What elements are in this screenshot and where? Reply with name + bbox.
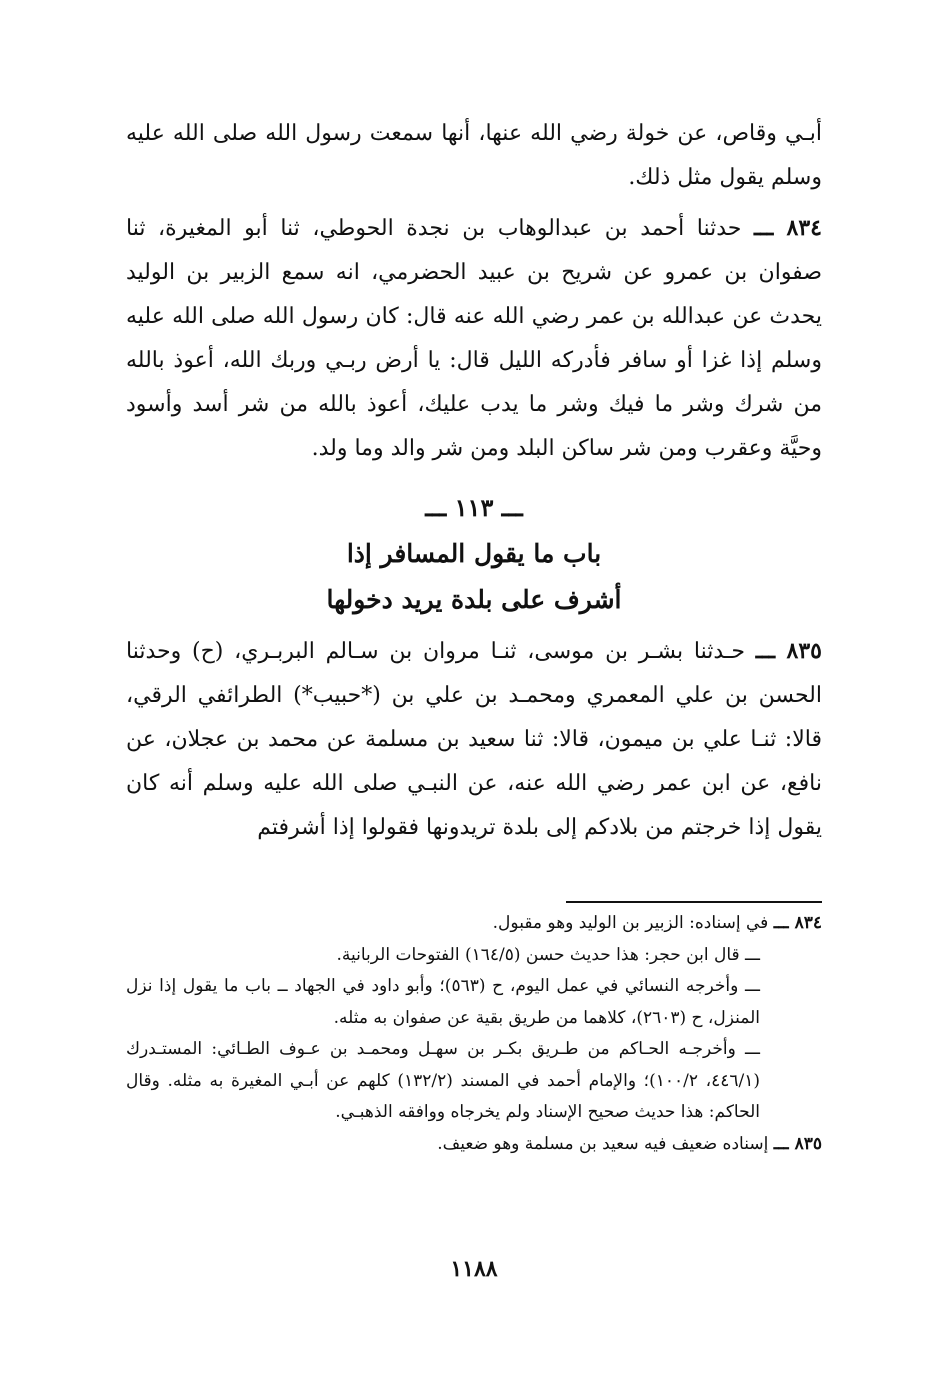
chapter-heading bbox=[126, 485, 822, 623]
footnote-834-heading bbox=[126, 908, 822, 940]
hadith-834 bbox=[126, 206, 822, 471]
footnote-834-line: ـــ وأخرجـه الحـاكم من طـريق بكـر بن سهـل ومحمـد بن عـوف الطـائي: المستـدرك (٤٤٦/١، ١٠٠/٢)؛ والإمام أحمد في المسند (١٣٢/٢) كلهم عن أبـي المغيرة به مثله. وقال الحاكم: هذا حديث صحيح الإسناد ولم يخرجاه ووافقه الذهبـي. bbox=[126, 1039, 760, 1122]
footnote-number: ٨٣٥ ـــ bbox=[773, 1133, 822, 1154]
hadith-835 bbox=[126, 629, 822, 850]
hadith-number: ٨٣٤ ـــ bbox=[753, 215, 822, 241]
main-text bbox=[126, 112, 822, 850]
chapter-title-line-2: أشرف على بلدة يريد دخولها bbox=[326, 585, 622, 614]
hadith-text: حدثنا أحمد بن عبدالوهاب بن نجدة الحوطي، ثنا أبو المغيرة، ثنا صفوان بن عمرو عن شريح بن عبيد الحضرمي، انه سمع الزبير بن الوليد يحدث عن عبدالله بن عمر رضي الله عنه قال: كان رسول الله صلى الله عليه وسلم إذا غزا أو سافر فأدركه الليل قال: يا أرض ربـي وربك الله، أعوذ بالله من شرك وشر ما فيك وشر ما يدب عليك، أعوذ بالله من شر أسد وأسود وحيَّة وعقرب ومن شر ساكن البلد ومن شر والد وما ولد. bbox=[126, 216, 822, 461]
footnote-number: ٨٣٤ ـــ bbox=[773, 913, 822, 933]
footnote-text: في إسناده: الزبير بن الوليد وهو مقبول. bbox=[492, 913, 769, 933]
footnotes bbox=[126, 908, 822, 1160]
hadith-text: حـدثنا بشـر بن موسى، ثنـا مروان بن سـالم البربـري، (ح) وحدثنا الحسن بن علي المعمري ومحمـد بن علي بن (*حبيب*) الطرائفي الرقي، قالا: ثنـا علي بن ميمون، قالا: ثنا سعيد بن مسلمة عن محمد بن عجلان، عن نافع، عن ابن عمر رضي الله عنه، عن النبـي صلى الله عليه وسلم أنه كان يقول إذا خرجتم من بلادكم إلى بلدة تريدونها فقولوا إذا أشرفتم bbox=[126, 639, 822, 840]
hadith-number: ٨٣٥ ـــ bbox=[755, 638, 822, 664]
chapter-title-line-1: باب ما يقول المسافر إذا bbox=[346, 539, 602, 568]
chapter-number: ـــ ١١٣ ـــ bbox=[425, 493, 523, 522]
footnote-834-line: ـــ وأخرجه النسائي في عمل اليوم، ح (٥٦٣)؛ وأبو داود في الجهاد ــ باب ما يقول إذا نزل المنزل، ح (٢٦٠٣)، كلاهما من طريق بقية عن صفوان به مثله. bbox=[126, 976, 760, 1028]
paragraph-continuation: أبـي وقاص، عن خولة رضي الله عنها، أنها سمعت رسول الله صلى الله عليه وسلم يقول مثل ذلك. bbox=[126, 121, 822, 190]
page-number: ١١٨٨ bbox=[450, 1256, 498, 1282]
footnote-divider bbox=[566, 901, 822, 903]
footnote-834-line: ـــ قال ابن حجر: هذا حديث حسن (١٦٤/٥) الفتوحات الربانية. bbox=[336, 944, 760, 965]
footnote-text: إسناده ضعيف فيه سعيد بن مسلمة وهو ضعيف. bbox=[437, 1133, 769, 1154]
footnote-835 bbox=[126, 1129, 822, 1161]
